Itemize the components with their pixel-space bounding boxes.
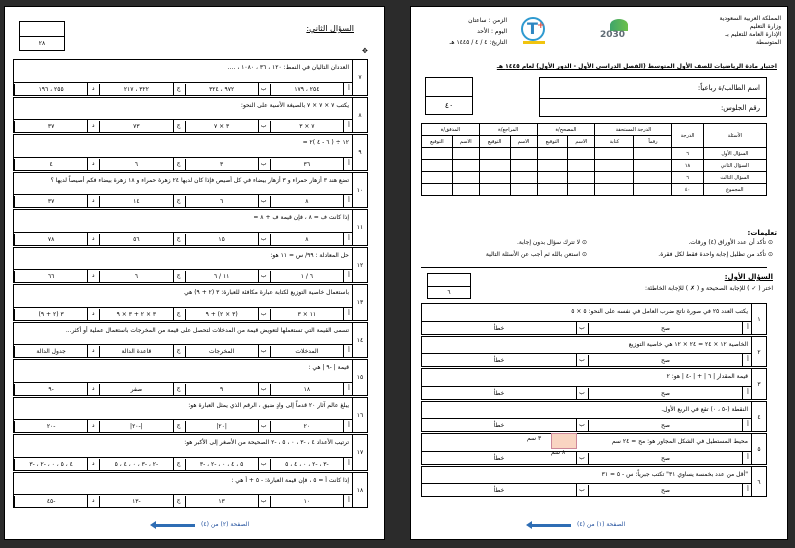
option-letter: د bbox=[91, 159, 95, 167]
answer-option[interactable]: -٢ ، -٣ ، ٠ ، ٤ ، ٥ bbox=[99, 459, 172, 470]
grade-cell[interactable] bbox=[537, 172, 568, 184]
answer-option[interactable]: |-٢٠| bbox=[99, 421, 172, 432]
th-auditor: المدقق/ة bbox=[422, 124, 480, 136]
question-row bbox=[13, 284, 368, 321]
statement-text: الخاصية ١٢ × ٢٤ = ٢٤ × ١٢ هي خاصية التوزيع bbox=[628, 340, 748, 348]
option-letter: ب bbox=[579, 453, 585, 461]
option-letter: أ bbox=[348, 159, 350, 167]
grade-cell[interactable] bbox=[595, 172, 634, 184]
statement-text: قيمة المقدار | ٦ | + | -٤ | هو: ٢ bbox=[666, 373, 748, 380]
statement-text: محيط المستطيل في الشكل المجاور هو: مح = ٢٤ سم bbox=[611, 438, 748, 445]
answer-option[interactable]: ١٨ bbox=[270, 384, 343, 395]
answer-option[interactable]: -١٣ bbox=[99, 496, 172, 507]
grade-cell[interactable] bbox=[634, 160, 672, 172]
time-label: الزمن : ساعتان bbox=[468, 17, 507, 24]
question-row bbox=[13, 59, 368, 96]
grade-cell[interactable] bbox=[452, 160, 479, 172]
true-option[interactable]: صح bbox=[588, 355, 742, 366]
answer-option[interactable]: ٣ × ٧ bbox=[185, 121, 258, 132]
option-letter: أ bbox=[348, 347, 350, 354]
page-footer-right: الصفحة (١) من (٤) bbox=[577, 521, 626, 528]
grade-cell[interactable] bbox=[422, 172, 453, 184]
option-letter: ج bbox=[176, 234, 181, 242]
rectangle-figure bbox=[551, 433, 577, 449]
question-number: ١٤ bbox=[352, 323, 367, 358]
question-row bbox=[13, 172, 368, 209]
option-letter: ب bbox=[579, 323, 585, 331]
answer-option[interactable]: ١٥ bbox=[185, 234, 258, 245]
option-letter: أ bbox=[747, 323, 749, 331]
answer-option[interactable]: ٣ bbox=[185, 159, 258, 170]
q2-score-box bbox=[19, 21, 65, 51]
total-score: ٤٠ bbox=[444, 101, 454, 110]
question-row bbox=[13, 209, 368, 246]
question-text: إذا كانت ف = ٨ ، فإن قيمة ف + ٨ = bbox=[253, 214, 349, 221]
answer-option[interactable]: صفر bbox=[99, 384, 172, 395]
page-1 bbox=[410, 6, 788, 540]
statement-row bbox=[421, 466, 767, 498]
grade-cell[interactable] bbox=[634, 148, 672, 160]
false-option[interactable]: خطأ bbox=[493, 357, 505, 364]
grade-row bbox=[422, 172, 767, 184]
grade-cell[interactable] bbox=[595, 184, 634, 196]
answer-option[interactable]: ٣٦ bbox=[270, 159, 343, 170]
question-number: ١٣ bbox=[352, 285, 367, 320]
option-letter: د bbox=[91, 309, 95, 317]
answer-option[interactable]: ٨ bbox=[270, 234, 343, 245]
answer-option[interactable]: -٩ bbox=[14, 384, 87, 395]
question-text: يكتب ٧ × ٧ × ٧ بالصيغة الأسية على النحو: bbox=[240, 101, 349, 109]
question-text: تضع هند ٣ أزهار حمراء و ٣ أزهار بيضاء في كل أصيص فإذا كان لديها ٢٤ زهرة حمراء و ١٨ زهرة بيضاء فكم أصيصاً لديها ؟ bbox=[50, 176, 349, 184]
grade-cell[interactable] bbox=[568, 172, 595, 184]
answer-option[interactable]: ٦ / ١ bbox=[270, 271, 343, 282]
answer-option[interactable]: ٧٣ bbox=[99, 121, 172, 132]
th-sub: الاسم bbox=[568, 136, 595, 148]
grade-cell[interactable] bbox=[479, 148, 510, 160]
option-letter: أ bbox=[747, 486, 749, 493]
true-option[interactable]: صح bbox=[588, 453, 742, 464]
answer-option[interactable]: ٧٨ bbox=[14, 234, 87, 245]
grade-cell[interactable] bbox=[568, 160, 595, 172]
answer-option[interactable]: ٣٢٢ ، ٢١٧ bbox=[99, 84, 172, 95]
answer-option[interactable]: ٦ bbox=[185, 196, 258, 207]
answer-option[interactable]: ٥ ، ٤ ، ٠ ، -٢ ، -٣ bbox=[185, 459, 258, 470]
back-arrow-icon[interactable] bbox=[155, 524, 195, 527]
page-2 bbox=[4, 6, 385, 540]
option-letter: أ bbox=[348, 422, 350, 429]
option-letter: ب bbox=[579, 388, 585, 396]
q2-score: ٢٨ bbox=[38, 40, 46, 47]
answer-option[interactable]: ٤ bbox=[14, 159, 87, 170]
statement-row bbox=[421, 368, 767, 400]
answer-option[interactable]: ٧ × ٣ bbox=[270, 121, 343, 132]
grade-row bbox=[422, 148, 767, 160]
answer-option[interactable]: ١٣ bbox=[185, 496, 258, 507]
option-letter: ب bbox=[260, 159, 267, 167]
th-sub: التوقيع bbox=[479, 136, 510, 148]
grade-cell[interactable] bbox=[595, 160, 634, 172]
question-row bbox=[13, 397, 368, 434]
option-letter: ج bbox=[176, 459, 181, 467]
option-letter: ب bbox=[260, 84, 267, 92]
answer-option[interactable]: ٣ × ٢ + ٣ × ٩ bbox=[99, 309, 172, 320]
statement-number: ٢ bbox=[751, 337, 766, 367]
th-sub: كتابة bbox=[595, 136, 634, 148]
statement-text: "أقل من عدد بخمسة يساوي ٣١" تكتب جبرياً: س - ٥ = ٣١ bbox=[601, 470, 748, 478]
exam-meta bbox=[417, 17, 507, 47]
statement-number: ٣ bbox=[751, 369, 766, 399]
instruction-item: ⊙ استعن بالله ثم أجب عن الأسئلة التالية bbox=[485, 251, 587, 258]
option-letter: ب bbox=[260, 384, 267, 392]
question-row bbox=[13, 247, 368, 284]
question-number: ٧ bbox=[352, 60, 367, 95]
option-letter: أ bbox=[348, 497, 350, 504]
tplus-logo-icon: T + bbox=[519, 17, 549, 49]
grade-cell[interactable] bbox=[422, 160, 453, 172]
answer-option[interactable]: ٦ bbox=[99, 271, 172, 282]
grade-cell[interactable] bbox=[479, 184, 510, 196]
option-letter: ب bbox=[579, 356, 585, 363]
grade-cell[interactable] bbox=[537, 160, 568, 172]
th-reviewer: المراجع/ة bbox=[479, 124, 537, 136]
answer-option[interactable]: المخرجات bbox=[185, 346, 258, 357]
question-text: يبلغ عالم آثار ٢٠ قدماً إلى وادٍ ضيق ، الرقم الذي يمثل العبارة هو: bbox=[188, 401, 349, 409]
grade-max: ٦ bbox=[672, 172, 703, 184]
question-number: ١٨ bbox=[352, 473, 367, 508]
option-letter: د bbox=[91, 347, 95, 354]
option-letter: ج bbox=[176, 422, 181, 429]
rect-height-label: ٨ سم bbox=[551, 449, 566, 456]
option-letter: أ bbox=[348, 459, 350, 467]
grade-cell[interactable] bbox=[479, 172, 510, 184]
grade-cell[interactable] bbox=[537, 184, 568, 196]
answer-option[interactable]: ٤ ، ٥ ، ٠ ، -٢ ، -٣ bbox=[14, 459, 87, 470]
grade-max: ١٨ bbox=[672, 160, 703, 172]
option-letter: د bbox=[91, 459, 95, 467]
grade-question-name: السؤال الثالث bbox=[703, 172, 766, 184]
false-option[interactable]: خطأ bbox=[493, 389, 505, 397]
answer-option[interactable]: ٢٠ bbox=[270, 421, 343, 432]
q1-instruction: اختر ( ✓ ) للإجابة الصحيحة و ( ✗ ) للإجابة الخاطئة: bbox=[645, 285, 773, 292]
answer-option[interactable]: المدخلات bbox=[270, 346, 343, 357]
option-letter: أ bbox=[348, 309, 350, 317]
answer-option[interactable]: قاعدة الدالة bbox=[99, 346, 172, 357]
q1-score-box bbox=[427, 273, 471, 299]
student-info-box bbox=[539, 77, 767, 117]
question-number: ١١ bbox=[352, 210, 367, 245]
answer-option[interactable]: -٤٥ bbox=[14, 496, 87, 507]
option-letter: ب bbox=[579, 486, 585, 493]
statement-number: ٥ bbox=[751, 434, 766, 464]
answer-option[interactable]: ٢٥٤ ، ١٧٩ bbox=[270, 84, 343, 95]
answer-option[interactable]: ٣٧ bbox=[14, 196, 87, 207]
th-sub: رقماً bbox=[634, 136, 672, 148]
option-letter: ج bbox=[176, 272, 181, 279]
grade-question-name: السؤال الأول bbox=[703, 148, 766, 160]
answer-option[interactable]: ١٠ bbox=[270, 496, 343, 507]
true-option[interactable]: صح bbox=[588, 323, 742, 334]
question-number: ١٠ bbox=[352, 173, 367, 208]
seat-label: رقم الجلوس: bbox=[720, 104, 760, 112]
instruction-item: ⊙ تأكد أن عدد الأوراق (٤) ورقات. bbox=[688, 239, 773, 246]
answer-option[interactable]: ١١ × ٣ bbox=[270, 309, 343, 320]
option-letter: ج bbox=[176, 384, 181, 392]
grade-cell[interactable] bbox=[510, 160, 537, 172]
answer-option[interactable]: -٢٠ bbox=[14, 421, 87, 432]
grade-cell[interactable] bbox=[595, 148, 634, 160]
vision-logo bbox=[596, 19, 646, 43]
date-label: التاريخ: ٤ / ٤ / ١٤٤٥ هـ bbox=[449, 39, 507, 46]
option-letter: د bbox=[91, 197, 95, 204]
option-letter: أ bbox=[747, 453, 749, 461]
option-letter: ب bbox=[260, 422, 267, 429]
question-number: ١٥ bbox=[352, 360, 367, 395]
grade-max: ٦ bbox=[672, 148, 703, 160]
grade-question-name: المجموع bbox=[703, 184, 766, 196]
question-number: ١٢ bbox=[352, 248, 367, 283]
move-handle-icon[interactable]: ✥ bbox=[362, 47, 368, 55]
statement-row bbox=[421, 336, 767, 368]
th-corrector: المصحح/ة bbox=[537, 124, 595, 136]
statement-text: يكتب العدد ٢٥ في صورة ناتج ضرب العامل في نفسه على النحو: ٥ × ٥ bbox=[571, 308, 748, 315]
question-text: حل المعادلة : ٩٩/ س = ١١ هو: bbox=[270, 251, 349, 259]
statement-number: ٦ bbox=[751, 467, 766, 497]
grade-row bbox=[422, 184, 767, 196]
answer-option[interactable]: ٣٧ bbox=[14, 121, 87, 132]
answer-option[interactable]: جدول الدالة bbox=[14, 346, 87, 357]
question-row bbox=[13, 472, 368, 509]
total-score-box bbox=[425, 77, 473, 115]
option-letter: ج bbox=[176, 159, 181, 167]
true-option[interactable]: صح bbox=[588, 485, 742, 496]
option-letter: أ bbox=[348, 197, 350, 204]
th-score: الدرجة bbox=[672, 124, 703, 148]
question-text: العددان التاليان في النمط: ١٢٠ ، ٣٦ ، ١٠٨٠ ، .... bbox=[227, 64, 349, 71]
option-letter: ج bbox=[176, 309, 181, 317]
grade-cell[interactable] bbox=[634, 172, 672, 184]
grade-cell[interactable] bbox=[479, 160, 510, 172]
grade-cell[interactable] bbox=[452, 172, 479, 184]
vision-2030: 2030 bbox=[600, 30, 626, 40]
question-text: إذا كانت أ = ٥ ، فإن قيمة العبارة: - ٥ + أ هي : bbox=[231, 476, 349, 484]
true-option[interactable]: صح bbox=[588, 388, 742, 399]
question-text: قيمة | -٩ | هي : bbox=[308, 364, 349, 371]
grade-cell[interactable] bbox=[510, 184, 537, 196]
instruction-item: ⊙ تأكد من تظليل إجابة واحدة فقط لكل فقرة. bbox=[658, 251, 773, 258]
question-number: ٩ bbox=[352, 135, 367, 170]
grade-cell[interactable] bbox=[634, 184, 672, 196]
answer-option[interactable]: ٨ bbox=[270, 196, 343, 207]
false-option[interactable]: خطأ bbox=[493, 422, 505, 429]
option-letter: أ bbox=[348, 272, 350, 279]
question-text: ترتيب الأعداد ٤ ، -٣ ، ٠ ، ٥ ، -٢ الصحيحة من الأصغر إلى الأكبر هو: bbox=[184, 439, 349, 446]
option-letter: أ bbox=[747, 421, 749, 428]
option-letter: أ bbox=[747, 388, 749, 396]
grade-cell[interactable] bbox=[422, 184, 453, 196]
answer-option[interactable]: ٦ bbox=[99, 159, 172, 170]
th-sub: الاسم bbox=[510, 136, 537, 148]
th-sub: الاسم bbox=[452, 136, 479, 148]
answer-option[interactable]: ٣ (٢ + ٩) bbox=[14, 309, 87, 320]
option-letter: ج bbox=[176, 497, 181, 504]
false-option[interactable]: خطأ bbox=[493, 454, 505, 462]
option-letter: ب bbox=[260, 197, 267, 204]
option-letter: أ bbox=[747, 356, 749, 363]
q1-score: ٦ bbox=[447, 289, 451, 296]
answer-option[interactable]: ٦٦ bbox=[14, 271, 87, 282]
question-row bbox=[13, 134, 368, 171]
th-sub: التوقيع bbox=[537, 136, 568, 148]
answer-option[interactable]: ٩٧٢ ، ٣٢٤ bbox=[185, 84, 258, 95]
answer-option[interactable]: (٣ × ٢) + ٩ bbox=[185, 309, 258, 320]
statement-text: النقطة (-٥ ، ٠) تقع في الربع الأول. bbox=[661, 405, 748, 413]
grade-cell[interactable] bbox=[510, 148, 537, 160]
th-sub: التوقيع bbox=[422, 136, 453, 148]
answer-option[interactable]: -٣ ، -٢ ، ٠ ، ٤ ، ٥ bbox=[270, 459, 343, 470]
grade-row bbox=[422, 160, 767, 172]
grade-cell[interactable] bbox=[537, 148, 568, 160]
option-letter: أ bbox=[348, 384, 350, 392]
back-arrow-icon[interactable] bbox=[531, 524, 571, 527]
q1-title: السؤال الأول: bbox=[724, 273, 773, 281]
answer-option[interactable]: ١٤ bbox=[99, 196, 172, 207]
option-letter: أ bbox=[348, 84, 350, 92]
false-option[interactable]: خطأ bbox=[493, 487, 505, 494]
statement-number: ١ bbox=[751, 304, 766, 334]
statement-number: ٤ bbox=[751, 402, 766, 432]
grade-cell[interactable] bbox=[452, 184, 479, 196]
true-option[interactable]: صح bbox=[588, 420, 742, 431]
option-letter: ب bbox=[260, 122, 267, 129]
option-letter: ج bbox=[176, 84, 181, 92]
instruction-item: ⊙ لا تترك سؤال بدون إجابة. bbox=[517, 239, 587, 246]
org-line: وزارة التعليم bbox=[749, 23, 781, 30]
question-text: باستعمال خاصية التوزيع لكتابة عبارة مكافئة للعبارة: ٣ (٢ + ٩) هي bbox=[184, 289, 349, 296]
option-letter: ب bbox=[260, 347, 267, 354]
question-number: ١٧ bbox=[352, 435, 367, 470]
page-footer-left: الصفحة (٢) من (٤) bbox=[201, 521, 250, 528]
option-letter: أ bbox=[348, 122, 350, 129]
question-text: ١٢ ÷ ( ٦ - ٤ )٢ = bbox=[302, 139, 349, 146]
option-letter: د bbox=[91, 422, 95, 429]
th-earned: الدرجة المستحقة bbox=[595, 124, 672, 136]
option-letter: ب bbox=[260, 234, 267, 242]
answer-option[interactable]: ٩ bbox=[185, 384, 258, 395]
option-letter: ب bbox=[260, 459, 267, 467]
answer-option[interactable]: ٥٦ bbox=[99, 234, 172, 245]
grade-cell[interactable] bbox=[568, 184, 595, 196]
answer-option[interactable]: ٢٥٥ ، ١٩٦ bbox=[14, 84, 87, 95]
grade-cell[interactable] bbox=[568, 148, 595, 160]
option-letter: د bbox=[91, 84, 95, 92]
instructions-title: تعليمات: bbox=[747, 229, 777, 237]
student-name-label: اسم الطالب/ة رباعياً: bbox=[697, 84, 760, 92]
option-letter: د bbox=[91, 234, 95, 242]
option-letter: د bbox=[91, 272, 95, 279]
grade-cell[interactable] bbox=[452, 148, 479, 160]
option-letter: د bbox=[91, 497, 95, 504]
option-letter: ب bbox=[260, 272, 267, 279]
false-option[interactable]: خطأ bbox=[493, 324, 505, 332]
question-number: ١٦ bbox=[352, 398, 367, 433]
question-row bbox=[13, 359, 368, 396]
option-letter: ب bbox=[260, 309, 267, 317]
question-text: تسمى القيمة التي تستعملها لتعويض قيمة من المدخلات لتحصل على قيمة من المخرجات باستعمال عملية أو أكثر... bbox=[65, 326, 349, 334]
option-letter: أ bbox=[348, 234, 350, 242]
th-questions: الأسئلة bbox=[703, 124, 766, 148]
option-letter: ب bbox=[579, 421, 585, 428]
grade-question-name: السؤال الثاني bbox=[703, 160, 766, 172]
option-letter: ج bbox=[176, 122, 181, 129]
option-letter: د bbox=[91, 122, 95, 129]
option-letter: ج bbox=[176, 197, 181, 204]
question-row bbox=[13, 434, 368, 471]
option-letter: ج bbox=[176, 347, 181, 354]
statement-row bbox=[421, 401, 767, 433]
org-header bbox=[701, 15, 781, 47]
option-letter: د bbox=[91, 384, 95, 392]
grade-max: ٤٠ bbox=[672, 184, 703, 196]
question-row bbox=[13, 97, 368, 134]
day-label: اليوم : الأحد bbox=[477, 28, 507, 35]
org-line: المتوسطة bbox=[755, 39, 781, 46]
org-line: الإدارة العامة للتعليم بـ bbox=[725, 31, 781, 38]
statement-row bbox=[421, 303, 767, 335]
rect-width-label: ٣ سم bbox=[527, 435, 542, 442]
grade-cell[interactable] bbox=[422, 148, 453, 160]
answer-option[interactable]: ١١ / ٦ bbox=[185, 271, 258, 282]
q2-title: السؤال الثاني: bbox=[306, 24, 354, 33]
question-number: ٨ bbox=[352, 98, 367, 133]
statement-row bbox=[421, 433, 767, 465]
answer-option[interactable]: |٢٠| bbox=[185, 421, 258, 432]
grade-cell[interactable] bbox=[510, 172, 537, 184]
option-letter: ب bbox=[260, 497, 267, 504]
org-line: المملكة العربية السعودية bbox=[719, 15, 781, 22]
exam-title: اختبار مادة الرياضيات للصف الأول المتوسط (الفصل الدراسي الأول - الدور الأول) لعام ١٤٤٥ هـ bbox=[496, 63, 777, 70]
grade-table bbox=[421, 123, 767, 196]
question-row bbox=[13, 322, 368, 359]
